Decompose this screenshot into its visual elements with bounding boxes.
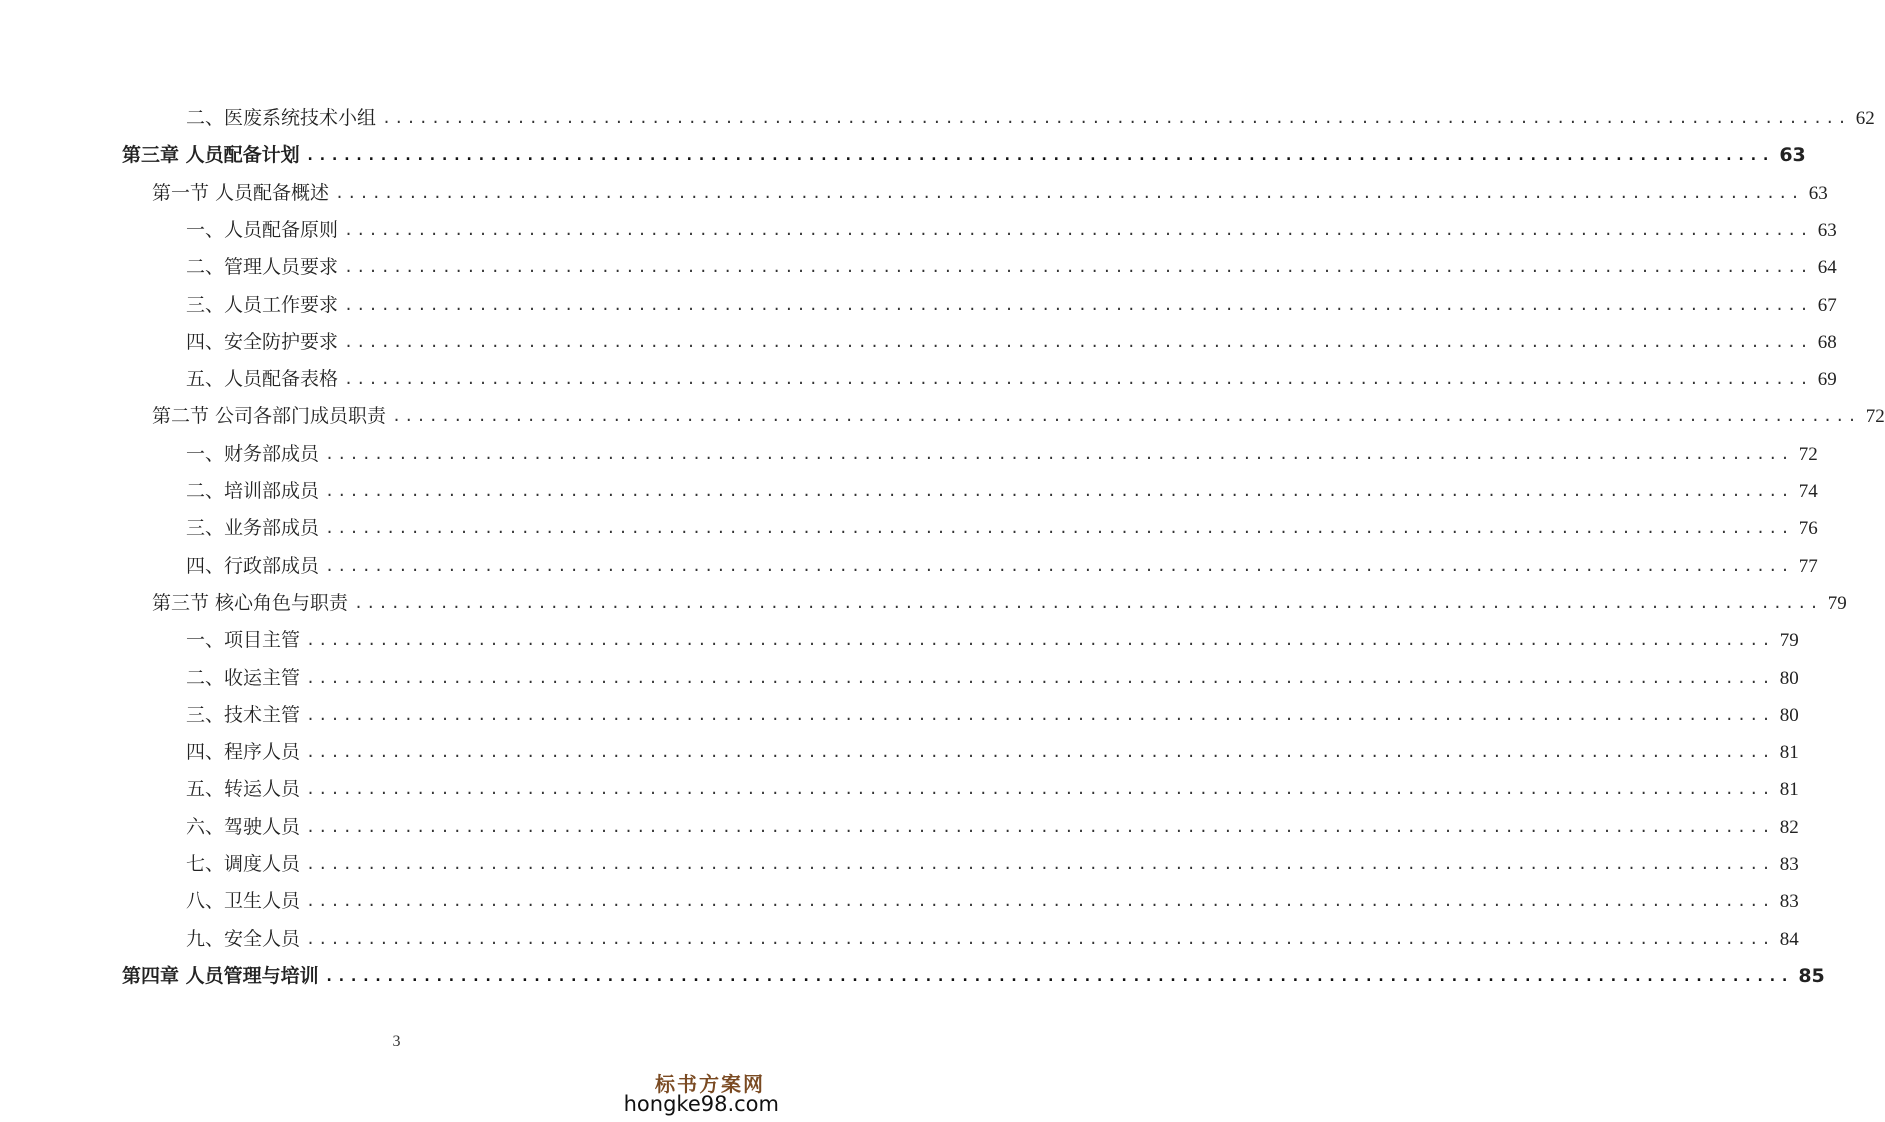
toc-entry-page: 72: [1865, 406, 1885, 428]
toc-entry-page: 81: [1779, 779, 1799, 801]
toc-leader-dots: ........................................................................................................................: [306, 631, 1774, 650]
toc-entry[interactable]: [186, 473, 1818, 510]
watermark-url: hongke98.com: [623, 1092, 779, 1116]
toc-entry[interactable]: [186, 249, 1837, 286]
toc-entry-page: 76: [1798, 518, 1818, 540]
toc-leader-dots: ........................................................................................................................: [306, 929, 1774, 948]
toc-entry[interactable]: [152, 585, 1847, 622]
toc-entry[interactable]: [186, 734, 1799, 771]
toc-entry-title: 二、收运主管: [186, 666, 301, 689]
toc-entry-title: 第二节 公司各部门成员职责: [152, 405, 387, 428]
toc-leader-dots: ........................................................................................................................: [335, 183, 1803, 202]
toc-entry-page: 69: [1817, 369, 1837, 391]
toc-entry-page: 67: [1817, 294, 1837, 316]
toc-leader-dots: ........................................................................................................................: [325, 519, 1793, 538]
toc-leader-dots: ........................................................................................................................: [392, 407, 1860, 426]
toc-entry[interactable]: [122, 137, 1806, 174]
toc-leader-dots: ........................................................................................................................: [306, 780, 1774, 799]
toc-entry-title: 一、财务部成员: [186, 442, 320, 465]
toc-entry[interactable]: [186, 436, 1818, 473]
toc-entry-page: 80: [1779, 704, 1799, 726]
toc-entry-title: 三、技术主管: [186, 703, 301, 726]
toc-entry-title: 四、行政部成员: [186, 554, 320, 577]
toc-leader-dots: ........................................................................................................................: [324, 966, 1793, 985]
toc-entry-page: 77: [1798, 555, 1818, 577]
toc-entry-title: 三、业务部成员: [186, 517, 320, 540]
toc-leader-dots: ........................................................................................................................: [344, 258, 1812, 277]
toc-entry-page: 83: [1779, 891, 1799, 913]
toc-leader-dots: ........................................................................................................................: [306, 743, 1774, 762]
toc-entry-title: 二、管理人员要求: [186, 256, 339, 279]
toc-entry[interactable]: [186, 846, 1799, 883]
toc-entry-page: 82: [1779, 816, 1799, 838]
toc-entry-page: 74: [1798, 481, 1818, 502]
toc-entry[interactable]: [186, 622, 1799, 659]
page-number: 3: [392, 1033, 401, 1050]
toc-leader-dots: ........................................................................................................................: [306, 855, 1774, 873]
toc-entry[interactable]: [186, 883, 1799, 920]
toc-leader-dots: ........................................................................................................................: [344, 332, 1812, 351]
toc-entry-title: 九、安全人员: [186, 927, 301, 950]
toc-entry-page: 79: [1779, 630, 1799, 652]
toc-entry-title: 一、人员配备原则: [186, 218, 339, 241]
toc-entry-title: 第三章 人员配备计划: [122, 144, 300, 167]
toc-entry[interactable]: [186, 921, 1799, 958]
toc-entry[interactable]: [186, 809, 1799, 846]
toc-entry[interactable]: [122, 958, 1825, 995]
toc-entry-title: 五、转运人员: [186, 778, 301, 801]
toc-entry-title: 二、培训部成员: [186, 480, 320, 502]
toc-entry-page: 68: [1817, 331, 1837, 353]
toc-entry[interactable]: [186, 697, 1799, 734]
toc-entry-page: 64: [1817, 257, 1837, 279]
toc-leader-dots: ........................................................................................................................: [325, 556, 1793, 575]
toc-entry-page: 84: [1779, 928, 1799, 950]
toc-entry[interactable]: [186, 660, 1799, 697]
toc-leader-dots: ........................................................................................................................: [306, 817, 1774, 836]
toc-entry[interactable]: [186, 771, 1799, 808]
toc-leader-dots: ........................................................................................................................: [325, 482, 1793, 500]
toc-entry-title: 七、调度人员: [186, 853, 301, 875]
toc-entry[interactable]: [186, 361, 1837, 398]
toc-entry-page: 63: [1779, 144, 1806, 167]
toc-entry-title: 五、人员配备表格: [186, 368, 339, 391]
toc-entry-title: 二、医废系统技术小组: [186, 107, 377, 129]
toc-leader-dots: ........................................................................................................................: [344, 370, 1812, 389]
toc-entry[interactable]: [152, 398, 1885, 435]
toc-entry-page: 85: [1798, 964, 1825, 987]
toc-entry-title: 第一节 人员配备概述: [152, 181, 330, 204]
toc-leader-dots: ........................................................................................................................: [306, 668, 1774, 687]
toc-entry[interactable]: [186, 100, 1875, 137]
toc-leader-dots: ........................................................................................................................: [306, 705, 1774, 724]
toc-leader-dots: ........................................................................................................................: [382, 109, 1850, 127]
toc-leader-dots: ........................................................................................................................: [325, 444, 1793, 463]
toc-entry-title: 一、项目主管: [186, 629, 301, 652]
toc-entry-page: 83: [1779, 854, 1799, 875]
toc-leader-dots: ........................................................................................................................: [344, 295, 1812, 314]
toc-entry-page: 62: [1855, 108, 1875, 129]
toc-leader-dots: ........................................................................................................................: [305, 146, 1774, 165]
toc-entry-page: 72: [1798, 443, 1818, 465]
toc-entry-title: 第四章 人员管理与培训: [122, 964, 319, 987]
toc-entry-title: 第三节 核心角色与职责: [152, 591, 349, 614]
toc-entry-page: 80: [1779, 667, 1799, 689]
toc-entry-page: 63: [1817, 219, 1837, 241]
toc-entry-page: 79: [1827, 592, 1847, 614]
toc-entry-title: 六、驾驶人员: [186, 815, 301, 838]
toc-entry-title: 三、人员工作要求: [186, 293, 339, 316]
toc-entry[interactable]: [186, 212, 1837, 249]
toc-leader-dots: ........................................................................................................................: [354, 593, 1822, 612]
toc-entry-page: 63: [1808, 182, 1828, 204]
toc-entry[interactable]: [186, 287, 1837, 324]
toc-entry[interactable]: [186, 548, 1818, 585]
watermark-title: 标书方案网: [655, 1072, 765, 1096]
toc-entry[interactable]: [186, 324, 1837, 361]
toc-entry[interactable]: [186, 510, 1818, 547]
toc-entry-title: 八、卫生人员: [186, 890, 301, 913]
toc-entry-title: 四、程序人员: [186, 741, 301, 764]
toc-entry[interactable]: [152, 175, 1828, 212]
toc-entry-page: 81: [1779, 742, 1799, 764]
toc-entry-title: 四、安全防护要求: [186, 330, 339, 353]
toc-leader-dots: ........................................................................................................................: [306, 892, 1774, 911]
toc-leader-dots: ........................................................................................................................: [344, 220, 1812, 239]
